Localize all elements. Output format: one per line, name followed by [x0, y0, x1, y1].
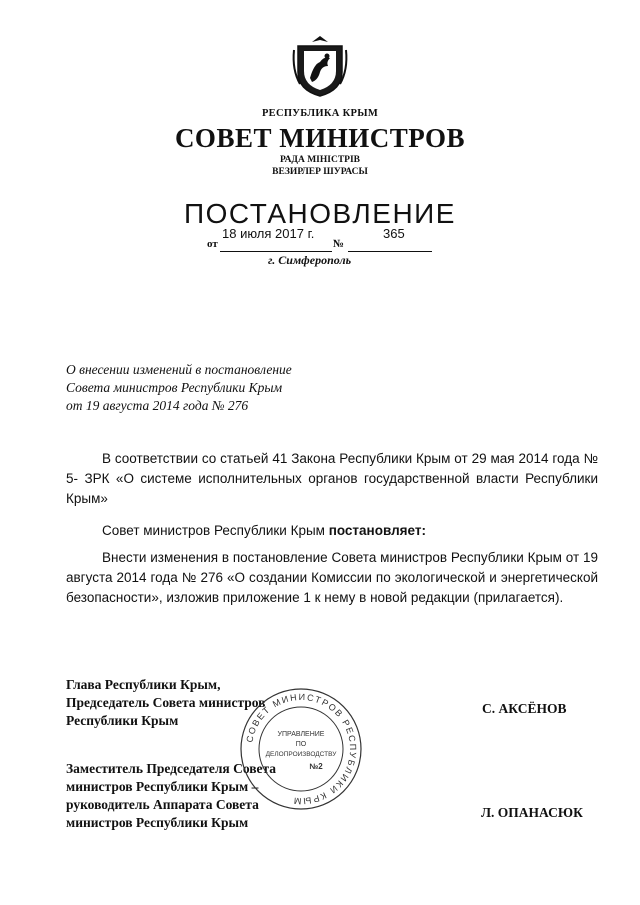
stamp-line-2: ПО: [295, 741, 307, 748]
stamp-line-3: ДЕЛОПРОИЗВОДСТВУ: [265, 751, 337, 758]
signatory-1-line-2: Председатель Совета министров: [66, 695, 266, 710]
subject-line-2: Совета министров Республики Крым: [66, 380, 283, 395]
office-stamp: [236, 684, 366, 814]
council-title: СОВЕТ МИНИСТРОВ: [174, 123, 466, 153]
republic-name: РЕСПУБЛИКА КРЫМ: [261, 108, 379, 119]
city: г. Симферополь: [268, 253, 352, 267]
signatory-2-line-1: Заместитель Председателя Совета: [66, 761, 277, 776]
stamp-line-1: УПРАВЛЕНИЕ: [277, 731, 325, 738]
decree-title: ПОСТАНОВЛЕНИЕ: [184, 198, 456, 229]
decree-date: 18 июля 2017 г.: [222, 226, 315, 241]
date-underline: [220, 251, 332, 252]
date-prefix: от: [207, 238, 218, 250]
number-underline: [348, 251, 432, 252]
decree-number: 365: [383, 226, 405, 241]
council-title-crimean-tatar: ВЕЗИРЛЕР ШУРАСЫ: [272, 167, 368, 177]
stamp-ring-text: СОВЕТ МИНИСТРОВ РЕСПУБЛИКИ КРЫМ: [244, 691, 359, 807]
signatory-1-name: С. АКСЁНОВ: [482, 701, 567, 716]
resolution-keyword: постановляет:: [328, 523, 426, 538]
signatory-2-line-3: руководитель Аппарата Совета: [66, 797, 259, 812]
subject-line-3: от 19 августа 2014 года № 276: [66, 398, 249, 413]
resolution-text: Совет министров Республики Крым: [102, 523, 329, 538]
signatory-2-line-2: министров Республики Крым –: [66, 779, 259, 794]
signatory-1-line-3: Республики Крым: [66, 713, 179, 728]
operative-paragraph: Внести изменения в постановление Совета министров Республики Крым от 19 августа 2014 года № 276 «О создании Комиссии по экологической и энергетической безопасности», изложив приложение 1 к нему в новой редакции (прилагается).: [66, 550, 598, 605]
resolution-paragraph: [102, 521, 602, 541]
stamp-number: №2: [309, 762, 323, 771]
crimea-coat-of-arms-icon: [290, 34, 350, 98]
signatory-1-line-1: Глава Республики Крым,: [66, 677, 221, 692]
preamble-paragraph: В соответствии со статьей 41 Закона Республики Крым от 29 мая 2014 года № 5- ЗРК «О системе исполнительных органов государственной власти Республики Крым»: [66, 451, 598, 506]
signatory-2-line-4: министров Республики Крым: [66, 815, 249, 830]
svg-text:СОВЕТ МИНИСТРОВ РЕСПУБЛИКИ КРЫ: [244, 692, 358, 806]
council-title-ukrainian: РАДА МІНІСТРІВ: [279, 155, 360, 165]
subject-line-1: О внесении изменений в постановление: [66, 362, 292, 377]
number-prefix: №: [333, 238, 345, 250]
signatory-2-name: Л. ОПАНАСЮК: [481, 805, 583, 820]
